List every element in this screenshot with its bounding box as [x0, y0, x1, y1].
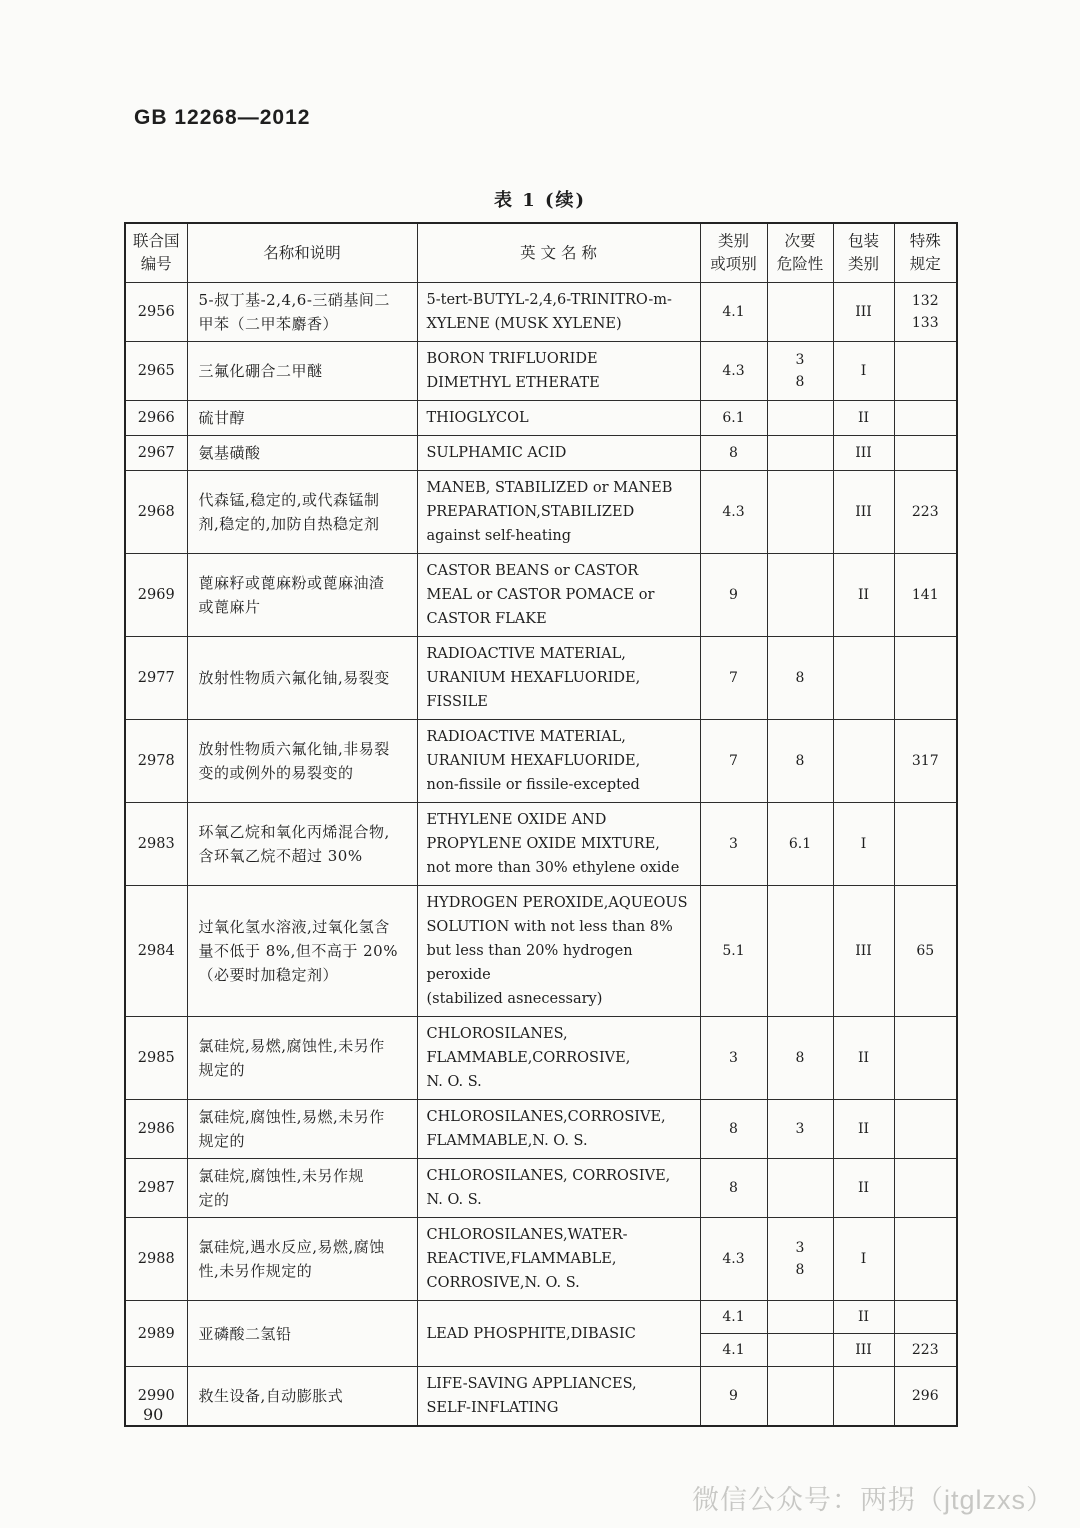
- cell-line: CHLOROSILANES, CORROSIVE,: [426, 1168, 671, 1184]
- cell-line: 氯硅烷,腐蚀性,易燃,未另作: [198, 1108, 385, 1126]
- cell-line: 2968: [137, 504, 175, 520]
- special-provisions-cell: [894, 1100, 957, 1159]
- cell-line: 或项别: [710, 255, 757, 273]
- dangerous-goods-table: [124, 222, 958, 1427]
- cell-line: PROPYLENE OXIDE MIXTURE,: [426, 836, 660, 852]
- cell-line: 4.3: [722, 504, 745, 520]
- class-cell: [700, 1367, 767, 1427]
- cell-line: 296: [911, 1388, 939, 1404]
- packing-group-cell: [833, 803, 894, 886]
- cell-line: 类别: [847, 255, 879, 273]
- secondary-risk-cell: [767, 886, 833, 1017]
- cell-line: N. O. S.: [426, 1074, 482, 1090]
- table-body: [125, 283, 957, 1427]
- watermark: 微信公众号：两拐（jtglzxs）: [691, 1485, 1054, 1515]
- cell-line: 7: [729, 670, 738, 686]
- cell-line: 6.1: [788, 836, 812, 852]
- special-provisions-cell: [894, 720, 957, 803]
- cell-line: 2966: [137, 410, 175, 426]
- packing-group-cell: [833, 1017, 894, 1100]
- secondary-risk-cell: [767, 471, 833, 554]
- name-en-cell: [417, 554, 700, 637]
- packing-group-cell: [833, 720, 894, 803]
- name-cn-cell: [187, 1100, 417, 1159]
- cell-line: CORROSIVE,N. O. S.: [426, 1275, 580, 1291]
- table-row: [125, 401, 957, 436]
- cell-line: 133: [911, 315, 939, 331]
- header-row: [125, 223, 957, 283]
- cell-line: II: [857, 410, 870, 426]
- un-number-cell: [125, 1159, 187, 1218]
- column-header-name_cn: [187, 223, 417, 283]
- cell-line: CASTOR FLAKE: [426, 611, 547, 627]
- name-en-cell: [417, 436, 700, 471]
- cell-line: 2969: [137, 587, 175, 603]
- column-header-special: [894, 223, 957, 283]
- special-provisions-cell: [894, 886, 957, 1017]
- cell-line: LEAD PHOSPHITE,DIBASIC: [426, 1325, 636, 1342]
- cell-line: 规定的: [198, 1132, 246, 1150]
- table-row: [125, 471, 957, 554]
- cell-line: III: [855, 304, 872, 320]
- table-header-row: [125, 223, 957, 283]
- cell-line: RADIOACTIVE MATERIAL,: [426, 646, 626, 662]
- un-number-cell: [125, 1301, 187, 1367]
- cell-line: 132: [911, 293, 939, 309]
- packing-group-cell: [833, 1334, 894, 1367]
- cell-line: 223: [911, 1342, 939, 1358]
- special-provisions-cell: [894, 471, 957, 554]
- packing-group-cell: [833, 637, 894, 720]
- page-number: 90: [143, 1405, 164, 1424]
- cell-line: 5.1: [722, 943, 745, 959]
- name-en-cell: [417, 1367, 700, 1427]
- cell-line: 环氧乙烷和氧化丙烯混合物,: [198, 823, 390, 841]
- cell-line: BORON TRIFLUORIDE: [426, 351, 598, 367]
- cell-line: XYLENE (MUSK XYLENE): [426, 316, 622, 332]
- name-cn-cell: [187, 1301, 417, 1367]
- cell-line: 2989: [137, 1325, 175, 1342]
- cell-line: 特殊: [909, 232, 941, 250]
- cell-line: CHLOROSILANES,WATER-: [426, 1227, 628, 1243]
- class-cell: [700, 1159, 767, 1218]
- name-cn-cell: [187, 471, 417, 554]
- standard-number: GB 12268—2012: [134, 106, 311, 129]
- special-provisions-cell: [894, 1301, 957, 1334]
- cell-line: REACTIVE,FLAMMABLE,: [426, 1251, 617, 1267]
- secondary-risk-cell: [767, 283, 833, 342]
- cell-line: I: [860, 836, 867, 852]
- packing-group-cell: [833, 1100, 894, 1159]
- cell-line: 4.1: [722, 1309, 745, 1325]
- cell-line: 3: [729, 1050, 738, 1066]
- special-provisions-cell: [894, 436, 957, 471]
- cell-line: 2988: [137, 1251, 175, 1267]
- class-cell: [700, 1100, 767, 1159]
- cell-line: 联合国: [132, 232, 180, 250]
- cell-line: 放射性物质六氟化铀,易裂变: [198, 669, 390, 687]
- special-provisions-cell: [894, 637, 957, 720]
- cell-line: 氯硅烷,易燃,腐蚀性,未另作: [198, 1037, 385, 1055]
- name-cn-cell: [187, 1017, 417, 1100]
- secondary-risk-cell: [767, 1100, 833, 1159]
- cell-line: 或蓖麻片: [198, 598, 261, 616]
- cell-line: non-fissile or fissile-excepted: [426, 777, 640, 793]
- cell-line: 氯硅烷,遇水反应,易燃,腐蚀: [198, 1238, 385, 1256]
- name-cn-cell: [187, 554, 417, 637]
- cell-line: 含环氧乙烷不超过 30%: [198, 847, 363, 865]
- cell-line: 8: [795, 1050, 805, 1066]
- cell-line: 类别: [717, 232, 749, 250]
- cell-line: III: [855, 1342, 872, 1358]
- name-en-cell: [417, 803, 700, 886]
- cell-line: 7: [729, 753, 738, 769]
- cell-line: SOLUTION with not less than 8%: [426, 919, 673, 935]
- cell-line: not more than 30% ethylene oxide: [426, 860, 680, 876]
- class-cell: [700, 471, 767, 554]
- cell-line: 141: [911, 587, 939, 603]
- un-number-cell: [125, 436, 187, 471]
- cell-line: 5-叔丁基-2,4,6-三硝基间二: [198, 291, 390, 309]
- cell-line: but less than 20% hydrogen peroxide: [426, 943, 633, 983]
- name-cn-cell: [187, 283, 417, 342]
- packing-group-cell: [833, 886, 894, 1017]
- cell-line: 2978: [137, 753, 175, 769]
- column-header-name_en: [417, 223, 700, 283]
- cell-line: FISSILE: [426, 694, 488, 710]
- table-row: [125, 1301, 957, 1334]
- packing-group-cell: [833, 283, 894, 342]
- cell-line: 9: [729, 587, 738, 603]
- un-number-cell: [125, 803, 187, 886]
- cell-line: 8: [795, 374, 805, 390]
- cell-line: II: [857, 587, 870, 603]
- class-cell: [700, 803, 767, 886]
- cell-line: （必要时加稳定剂）: [198, 966, 339, 984]
- cell-line: 2986: [137, 1121, 175, 1137]
- class-cell: [700, 886, 767, 1017]
- secondary-risk-cell: [767, 436, 833, 471]
- table-row: [125, 554, 957, 637]
- class-cell: [700, 283, 767, 342]
- name-cn-cell: [187, 1367, 417, 1427]
- secondary-risk-cell: [767, 1367, 833, 1427]
- cell-line: FLAMMABLE,CORROSIVE,: [426, 1050, 631, 1066]
- table-row: [125, 436, 957, 471]
- cell-line: 定的: [198, 1191, 230, 1209]
- cell-line: II: [857, 1309, 870, 1325]
- cell-line: 编号: [140, 255, 172, 273]
- class-cell: [700, 1301, 767, 1334]
- cell-line: 次要: [784, 232, 816, 250]
- cell-line: 2987: [137, 1180, 175, 1196]
- name-cn-cell: [187, 720, 417, 803]
- table-row: [125, 1100, 957, 1159]
- table-row: [125, 1367, 957, 1427]
- cell-line: CHLOROSILANES,CORROSIVE,: [426, 1109, 666, 1125]
- name-cn-cell: [187, 342, 417, 401]
- class-cell: [700, 1334, 767, 1367]
- cell-line: 65: [916, 943, 935, 959]
- cell-line: 硫甘醇: [198, 409, 246, 427]
- cell-line: 三氟化硼合二甲醚: [198, 362, 323, 380]
- name-en-cell: [417, 637, 700, 720]
- un-number-cell: [125, 1100, 187, 1159]
- secondary-risk-cell: [767, 1017, 833, 1100]
- cell-line: 包装: [847, 232, 879, 250]
- cell-line: II: [857, 1050, 870, 1066]
- cell-line: 8: [729, 445, 738, 461]
- special-provisions-cell: [894, 1218, 957, 1301]
- packing-group-cell: [833, 1159, 894, 1218]
- cell-line: 2977: [137, 670, 175, 686]
- cell-line: 8: [729, 1121, 738, 1137]
- cell-line: 2983: [137, 836, 175, 852]
- name-en-cell: [417, 401, 700, 436]
- cell-line: III: [855, 943, 872, 959]
- secondary-risk-cell: [767, 554, 833, 637]
- secondary-risk-cell: [767, 342, 833, 401]
- cell-line: 剂,稳定的,加防自热稳定剂: [198, 515, 380, 533]
- cell-line: 223: [911, 504, 939, 520]
- cell-line: ETHYLENE OXIDE AND: [426, 812, 607, 828]
- cell-line: CASTOR BEANS or CASTOR: [426, 563, 639, 579]
- cell-line: II: [857, 1180, 870, 1196]
- un-number-cell: [125, 637, 187, 720]
- class-cell: [700, 342, 767, 401]
- cell-line: SELF-INFLATING: [426, 1400, 559, 1416]
- table-row: [125, 283, 957, 342]
- packing-group-cell: [833, 401, 894, 436]
- cell-line: 2956: [137, 304, 175, 320]
- cell-line: 名称和说明: [263, 243, 341, 262]
- cell-line: 甲苯（二甲苯麝香）: [198, 315, 339, 333]
- column-header-packing: [833, 223, 894, 283]
- cell-line: 2985: [137, 1050, 175, 1066]
- table-row: [125, 1159, 957, 1218]
- class-cell: [700, 1017, 767, 1100]
- name-cn-cell: [187, 803, 417, 886]
- name-cn-cell: [187, 436, 417, 471]
- cell-line: LIFE-SAVING APPLIANCES,: [426, 1376, 637, 1392]
- name-en-cell: [417, 1159, 700, 1218]
- name-en-cell: [417, 283, 700, 342]
- cell-line: 4.3: [722, 363, 745, 379]
- column-header-sub_risk: [767, 223, 833, 283]
- table-title: 表 1 (续): [493, 190, 587, 211]
- name-en-cell: [417, 720, 700, 803]
- column-header-un: [125, 223, 187, 283]
- cell-line: 2967: [137, 445, 175, 461]
- packing-group-cell: [833, 471, 894, 554]
- cell-line: 6.1: [722, 410, 745, 426]
- un-number-cell: [125, 283, 187, 342]
- cell-line: 性,未另作规定的: [198, 1262, 313, 1280]
- cell-line: 8: [795, 753, 805, 769]
- table-row: [125, 342, 957, 401]
- special-provisions-cell: [894, 554, 957, 637]
- table-row: [125, 637, 957, 720]
- class-cell: [700, 637, 767, 720]
- cell-line: RADIOACTIVE MATERIAL,: [426, 729, 626, 745]
- un-number-cell: [125, 1218, 187, 1301]
- secondary-risk-cell: [767, 1334, 833, 1367]
- packing-group-cell: [833, 1218, 894, 1301]
- secondary-risk-cell: [767, 1218, 833, 1301]
- special-provisions-cell: [894, 1334, 957, 1367]
- cell-line: 危险性: [776, 255, 824, 273]
- secondary-risk-cell: [767, 803, 833, 886]
- class-cell: [700, 436, 767, 471]
- cell-line: CHLOROSILANES,: [426, 1026, 568, 1042]
- cell-line: 氯硅烷,腐蚀性,未另作规: [198, 1167, 365, 1185]
- table-row: [125, 720, 957, 803]
- cell-line: 9: [729, 1388, 738, 1404]
- cell-line: III: [855, 504, 872, 520]
- un-number-cell: [125, 1017, 187, 1100]
- cell-line: against self-heating: [426, 528, 571, 544]
- cell-line: 8: [795, 670, 805, 686]
- name-en-cell: [417, 1301, 700, 1367]
- cell-line: 亚磷酸二氢铅: [198, 1324, 292, 1343]
- cell-line: MANEB, STABILIZED or MANEB: [426, 480, 673, 496]
- class-cell: [700, 1218, 767, 1301]
- column-header-class: [700, 223, 767, 283]
- cell-line: 代森锰,稳定的,或代森锰制: [198, 491, 380, 509]
- un-number-cell: [125, 886, 187, 1017]
- cell-line: N. O. S.: [426, 1192, 482, 1208]
- special-provisions-cell: [894, 283, 957, 342]
- special-provisions-cell: [894, 1017, 957, 1100]
- cell-line: 3: [795, 1121, 805, 1137]
- cell-line: 规定的: [198, 1061, 246, 1079]
- cell-line: I: [860, 363, 867, 379]
- cell-line: 4.3: [722, 1251, 745, 1267]
- cell-line: II: [857, 1121, 870, 1137]
- table-row: [125, 1218, 957, 1301]
- cell-line: 放射性物质六氟化铀,非易裂: [198, 740, 390, 758]
- cell-line: 氨基磺酸: [198, 444, 261, 462]
- cell-line: FLAMMABLE,N. O. S.: [426, 1133, 588, 1149]
- un-number-cell: [125, 720, 187, 803]
- cell-line: 2990: [137, 1388, 175, 1404]
- un-number-cell: [125, 342, 187, 401]
- cell-line: 4.1: [722, 1342, 745, 1358]
- cell-line: 5-tert-BUTYL-2,4,6-TRINITRO-m-: [426, 292, 672, 308]
- special-provisions-cell: [894, 401, 957, 436]
- packing-group-cell: [833, 1367, 894, 1427]
- name-cn-cell: [187, 401, 417, 436]
- cell-line: 2965: [137, 363, 175, 379]
- table-row: [125, 886, 957, 1017]
- cell-line: URANIUM HEXAFLUORIDE,: [426, 670, 641, 686]
- cell-line: 8: [795, 1262, 805, 1278]
- packing-group-cell: [833, 554, 894, 637]
- name-en-cell: [417, 886, 700, 1017]
- cell-line: I: [860, 1251, 867, 1267]
- name-cn-cell: [187, 637, 417, 720]
- cell-line: 2984: [137, 943, 175, 959]
- cell-line: HYDROGEN PEROXIDE,AQUEOUS: [426, 895, 688, 911]
- packing-group-cell: [833, 1301, 894, 1334]
- class-cell: [700, 720, 767, 803]
- class-cell: [700, 554, 767, 637]
- cell-line: (stabilized asnecessary): [426, 991, 603, 1007]
- cell-line: 3: [729, 836, 738, 852]
- cell-line: 量不低于 8%,但不高于 20%: [198, 942, 398, 960]
- secondary-risk-cell: [767, 720, 833, 803]
- name-en-cell: [417, 342, 700, 401]
- name-cn-cell: [187, 886, 417, 1017]
- secondary-risk-cell: [767, 1159, 833, 1218]
- cell-line: 4.1: [722, 304, 745, 320]
- cell-line: 英 文 名 称: [520, 243, 597, 262]
- table-row: [125, 803, 957, 886]
- cell-line: 3: [795, 1240, 805, 1256]
- secondary-risk-cell: [767, 637, 833, 720]
- name-en-cell: [417, 471, 700, 554]
- cell-line: 3: [795, 352, 805, 368]
- special-provisions-cell: [894, 803, 957, 886]
- cell-line: 8: [729, 1180, 738, 1196]
- special-provisions-cell: [894, 1159, 957, 1218]
- cell-line: SULPHAMIC ACID: [426, 445, 567, 461]
- un-number-cell: [125, 554, 187, 637]
- special-provisions-cell: [894, 1367, 957, 1427]
- cell-line: 蓖麻籽或蓖麻粉或蓖麻油渣: [198, 574, 385, 592]
- secondary-risk-cell: [767, 401, 833, 436]
- cell-line: 317: [911, 753, 939, 769]
- un-number-cell: [125, 471, 187, 554]
- name-cn-cell: [187, 1159, 417, 1218]
- cell-line: 变的或例外的易裂变的: [198, 764, 354, 782]
- name-en-cell: [417, 1100, 700, 1159]
- cell-line: PREPARATION,STABILIZED: [426, 504, 635, 520]
- cell-line: 规定: [909, 255, 941, 273]
- packing-group-cell: [833, 436, 894, 471]
- cell-line: DIMETHYL ETHERATE: [426, 375, 600, 391]
- class-cell: [700, 401, 767, 436]
- cell-line: MEAL or CASTOR POMACE or: [426, 587, 655, 603]
- table-row: [125, 1017, 957, 1100]
- special-provisions-cell: [894, 342, 957, 401]
- name-en-cell: [417, 1218, 700, 1301]
- un-number-cell: [125, 401, 187, 436]
- cell-line: URANIUM HEXAFLUORIDE,: [426, 753, 641, 769]
- cell-line: III: [855, 445, 872, 461]
- cell-line: 过氧化氢水溶液,过氧化氢含: [198, 918, 390, 936]
- name-en-cell: [417, 1017, 700, 1100]
- packing-group-cell: [833, 342, 894, 401]
- secondary-risk-cell: [767, 1301, 833, 1334]
- name-cn-cell: [187, 1218, 417, 1301]
- cell-line: THIOGLYCOL: [426, 410, 529, 426]
- cell-line: 救生设备,自动膨胀式: [198, 1387, 344, 1405]
